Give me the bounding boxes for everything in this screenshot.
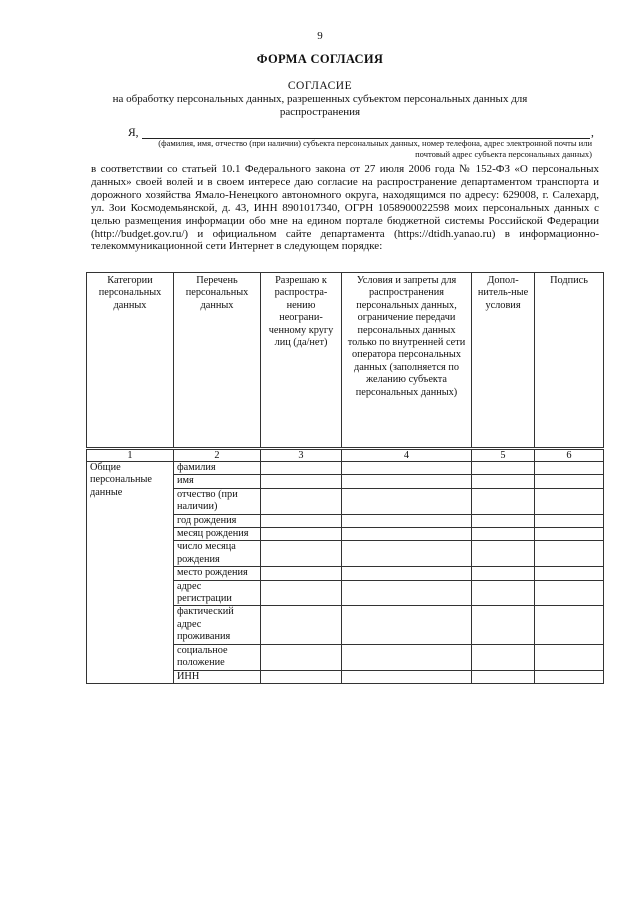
item-label: отчество (при наличии) [174,488,261,514]
additional-cell[interactable] [472,580,535,606]
item-label: фамилия [174,462,261,475]
consent-paragraph: в соответствии со статьей 10.1 Федерального закона от 27 июля 2006 года № 152-ФЗ «О персональных данных» своей волей и в своем интересе даю согласие на распространение департаментом транспорта и дорожного хозяйства Ямало-Ненецкого автономного округа, находящимся по адресу: 629008, г. Салехард, ул. Зои Космодемьянской, д. 43, ИНН 8901017340, ОГРН 1058900022598 моих персональных данных с целью размещения информации обо мне на едином портале бюджетной системы Российской Федерации (http://budget.gov.ru/) и официальном сайте департамента (https://dtidh.yanao.ru) в информационно-телекоммуникационной сети Интернет в следующем порядке: [91,163,599,253]
conditions-cell[interactable] [342,462,472,475]
signature-cell[interactable] [535,567,604,580]
page-number: 9 [317,30,323,42]
permission-cell[interactable] [261,528,342,541]
permission-cell[interactable] [261,514,342,527]
conditions-cell[interactable] [342,475,472,488]
conditions-cell[interactable] [342,528,472,541]
consent-table [86,272,604,684]
signature-cell[interactable] [535,606,604,644]
column-number: 4 [342,449,472,462]
conditions-cell[interactable] [342,670,472,683]
signature-cell[interactable] [535,514,604,527]
additional-cell[interactable] [472,488,535,514]
signature-cell[interactable] [535,475,604,488]
additional-cell[interactable] [472,528,535,541]
conditions-cell[interactable] [342,580,472,606]
column-number: 5 [472,449,535,462]
conditions-cell[interactable] [342,606,472,644]
permission-cell[interactable] [261,606,342,644]
applicant-label: Я, [128,127,139,139]
table-number-row [87,449,604,462]
form-title: ФОРМА СОГЛАСИЯ [256,52,384,66]
document-heading: СОГЛАСИЕ [287,80,353,92]
additional-cell[interactable] [472,567,535,580]
item-label: год рождения [174,514,261,527]
conditions-cell[interactable] [342,488,472,514]
item-label: место рождения [174,567,261,580]
item-label: имя [174,475,261,488]
additional-cell[interactable] [472,514,535,527]
signature-cell[interactable] [535,488,604,514]
conditions-cell[interactable] [342,567,472,580]
applicant-trailing-comma: , [591,127,594,139]
header-signature: Подпись [535,273,604,449]
permission-cell[interactable] [261,580,342,606]
consent-body-text [91,163,599,253]
column-number: 6 [535,449,604,462]
item-label: социальное положение [174,644,261,670]
permission-cell[interactable] [261,462,342,475]
item-label: месяц рождения [174,528,261,541]
item-label: фактический адрес проживания [174,606,261,644]
signature-cell[interactable] [535,644,604,670]
header-conditions: Условия и запреты для распространения персональных данных, ограничение передачи персональных данных только по внутренней сети оператора персональных данных (заполняется по желанию субъекта персональных данных) [342,273,472,449]
conditions-cell[interactable] [342,541,472,567]
additional-cell[interactable] [472,606,535,644]
column-number: 1 [87,449,174,462]
permission-cell[interactable] [261,567,342,580]
signature-cell[interactable] [535,541,604,567]
header-permission: Разрешаю к распростра-нению неограни-ченному кругу лиц (да/нет) [261,273,342,449]
permission-cell[interactable] [261,670,342,683]
item-label: ИНН [174,670,261,683]
additional-cell[interactable] [472,475,535,488]
document-subtitle: на обработку персональных данных, разрешенных субъектом персональных данных для распространения [112,93,528,118]
additional-cell[interactable] [472,462,535,475]
additional-cell[interactable] [472,644,535,670]
additional-cell[interactable] [472,541,535,567]
category-cell: Общие персональные данные [87,462,174,684]
header-list: Перечень персональных данных [174,273,261,449]
signature-cell[interactable] [535,528,604,541]
signature-cell[interactable] [535,670,604,683]
table-header-row [87,273,604,449]
column-number: 3 [261,449,342,462]
conditions-cell[interactable] [342,644,472,670]
permission-cell[interactable] [261,475,342,488]
item-label: адрес регистрации [174,580,261,606]
signature-cell[interactable] [535,580,604,606]
permission-cell[interactable] [261,541,342,567]
permission-cell[interactable] [261,488,342,514]
signature-cell[interactable] [535,462,604,475]
permission-cell[interactable] [261,644,342,670]
item-label: число месяца рождения [174,541,261,567]
conditions-cell[interactable] [342,514,472,527]
additional-cell[interactable] [472,670,535,683]
applicant-field-hint: (фамилия, имя, отчество (при наличии) субъекта персональных данных, номер телефона, адрес электронной почты или почтовый адрес субъекта персональных данных) [158,138,592,159]
column-number: 2 [174,449,261,462]
table-row [87,462,604,475]
header-category: Категории персональных данных [87,273,174,449]
header-additional: Допол-нитель-ные условия [472,273,535,449]
